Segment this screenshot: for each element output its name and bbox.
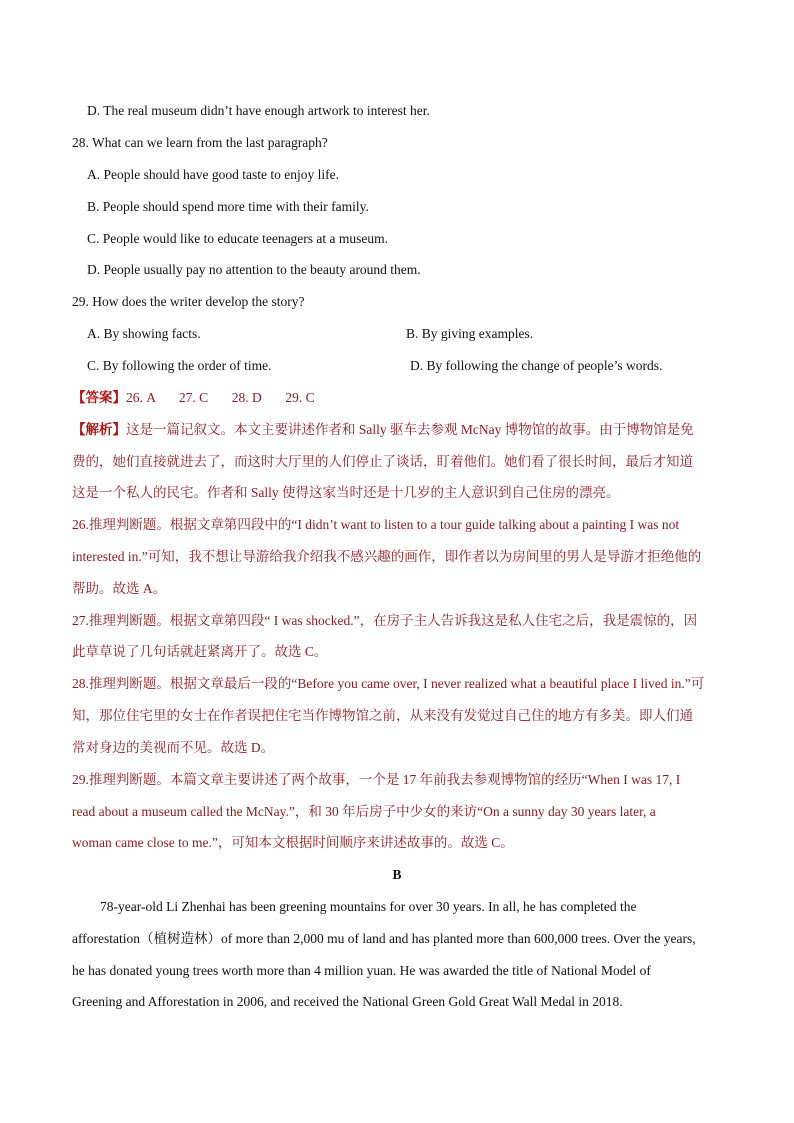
q29-option-b: B. By giving examples. [406, 326, 534, 341]
analysis-line-3: 这是一个私人的民宅。作者和 Sally 使得这家当时还是十几岁的主人意识到自己住房的漂亮。 [72, 485, 620, 500]
q29-option-c: C. By following the order of time. [87, 358, 272, 373]
explain26-line-2: interested in.”可知，我不想让导游给我介绍我不感兴趣的画作，即作者以为房间里的男人是导游才拒绝他的 [72, 549, 702, 564]
passage-line-2: afforestation（植树造林）of more than 2,000 mu of land and has planted more than 600,000 trees. Over the years, [72, 931, 696, 946]
analysis-text-1: 这是一篇记叙文。本文主要讲述作者和 Sally 驱车去参观 McNay 博物馆的故事。由于博物馆是免 [126, 422, 694, 437]
q28-option-c: C. People would like to educate teenagers at a museum. [87, 231, 389, 246]
q29-option-d: D. By following the change of people’s words. [410, 358, 663, 373]
answer-line [72, 388, 732, 408]
explain29-line-3: woman came close to me.”，可知本文根据时间顺序来讲述故事的。故选 C。 [72, 835, 514, 850]
q29-option-a: A. By showing facts. [87, 326, 201, 341]
passage-line-4: Greening and Afforestation in 2006, and received the National Green Gold Great Wall Medal in 2018. [72, 994, 623, 1009]
explain26-line-1: 26.推理判断题。根据文章第四段中的“I didn’t want to listen to a tour guide talking about a painting I was not [72, 517, 680, 532]
q29-stem: 29. How does the writer develop the story? [72, 294, 305, 309]
passage-line-3: he has donated young trees worth more than 4 million yuan. He was awarded the title of National Model of [72, 963, 651, 978]
explain28-line-2: 知，那位住宅里的女士在作者误把住宅当作博物馆之前，从来没有发觉过自己住的地方有多美。即人们通 [72, 708, 693, 723]
explain29-line-2: read about a museum called the McNay.”，和 30 年后房子中少女的来访“On a sunny day 30 years later, a [72, 804, 656, 819]
explain28-line-1: 28.推理判断题。根据文章最后一段的“Before you came over, I never realized what a beautiful place I lived in.”可 [72, 676, 705, 691]
explain28-line-3: 常对身边的美视而不见。故选 D。 [72, 740, 275, 755]
explain29-line-1: 29.推理判断题。本篇文章主要讲述了两个故事，一个是 17 年前我去参观博物馆的经历“When I was 17, I [72, 772, 681, 787]
analysis-line-1 [72, 420, 732, 440]
answer-tag: 【答案】 [72, 390, 126, 405]
explain26-line-3: 帮助。故选 A。 [72, 581, 167, 596]
explain27-line-1: 27.推理判断题。根据文章第四段“ I was shocked.”，在房子主人告诉我这是私人住宅之后，我是震惊的，因 [72, 613, 698, 628]
q28-option-a: A. People should have good taste to enjoy life. [87, 167, 339, 182]
answer-text: 26. A 27. C 28. D 29. C [126, 390, 315, 405]
analysis-tag: 【解析】 [72, 422, 126, 437]
q27-option-d: D. The real museum didn’t have enough artwork to interest her. [87, 103, 430, 118]
q28-option-b: B. People should spend more time with their family. [87, 199, 369, 214]
analysis-line-2: 费的，她们直接就进去了，而这时大厅里的人们停止了谈话，盯着他们。她们看了很长时间，最后才知道 [72, 454, 693, 469]
explain27-line-2: 此草草说了几句话就赶紧离开了。故选 C。 [72, 644, 328, 659]
section-heading: B [392, 867, 402, 882]
q28-stem: 28. What can we learn from the last paragraph? [72, 135, 328, 150]
q28-option-d: D. People usually pay no attention to the beauty around them. [87, 262, 421, 277]
passage-line-1: 78-year-old Li Zhenhai has been greening mountains for over 30 years. In all, he has completed the [100, 899, 637, 914]
